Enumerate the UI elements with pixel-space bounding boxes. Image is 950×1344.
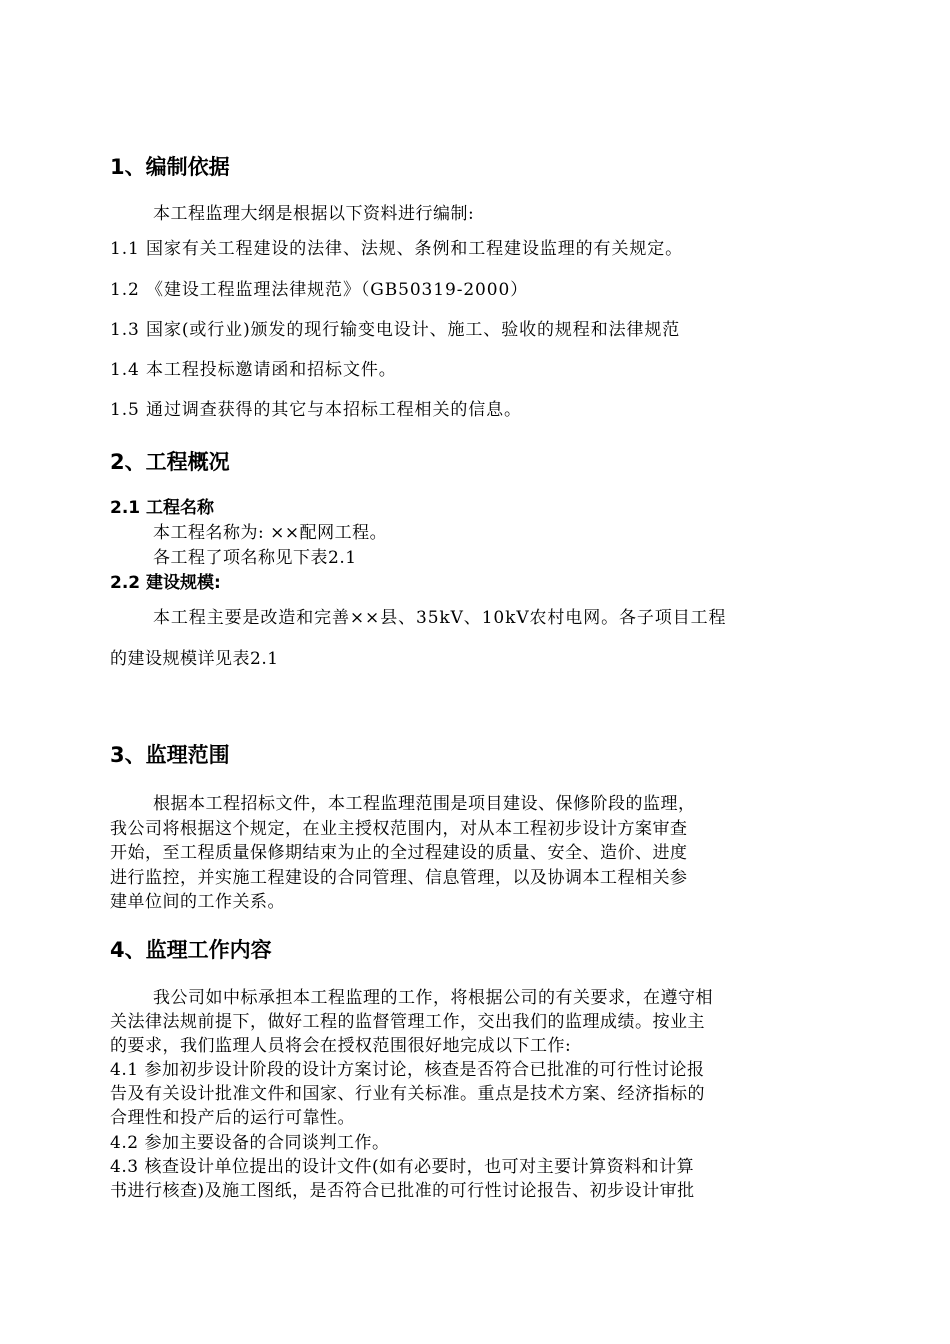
section-4-line: 4.3 核查设计单位提出的设计文件(如有必要时，也可对主要计算资料和计算 bbox=[110, 1157, 695, 1177]
section-3-line: 我公司将根据这个规定，在业主授权范围内，对从本工程初步设计方案审查 bbox=[110, 819, 688, 839]
section-1-item: 1.2 《建设工程监理法律规范》（GB50319-2000） bbox=[110, 280, 529, 300]
section-3-line: 建单位间的工作关系。 bbox=[110, 892, 285, 912]
section-1-intro: 本工程监理大纲是根据以下资料进行编制: bbox=[153, 204, 475, 224]
section-4-line: 4.1 参加初步设计阶段的设计方案讨论，核查是否符合已批准的可行性讨论报 bbox=[110, 1060, 705, 1080]
section-3-line: 开始，至工程质量保修期结束为止的全过程建设的质量、安全、造价、进度 bbox=[110, 843, 688, 863]
section-1-item: 1.3 国家(或行业)颁发的现行输变电设计、施工、验收的规程和法律规范 bbox=[110, 320, 681, 340]
section-4-line: 我公司如中标承担本工程监理的工作，将根据公司的有关要求，在遵守相 bbox=[153, 988, 713, 1008]
subsection-2-2-title: 2.2 建设规模: bbox=[110, 573, 221, 593]
subsection-2-1-line: 本工程名称为: ××配网工程。 bbox=[153, 523, 388, 543]
section-4-heading: 4、监理工作内容 bbox=[110, 938, 272, 962]
section-4-line: 告及有关设计批准文件和国家、行业有关标准。重点是技术方案、经济指标的 bbox=[110, 1084, 705, 1104]
section-1-item: 1.1 国家有关工程建设的法律、法规、条例和工程建设监理的有关规定。 bbox=[110, 239, 684, 259]
section-1-heading: 1、编制依据 bbox=[110, 155, 230, 179]
subsection-2-1-title: 2.1 工程名称 bbox=[110, 498, 215, 518]
section-2-heading: 2、工程概况 bbox=[110, 450, 230, 474]
section-4-line: 4.2 参加主要设备的合同谈判工作。 bbox=[110, 1133, 390, 1153]
section-3-heading: 3、监理范围 bbox=[110, 743, 230, 767]
section-4-line: 的要求，我们监理人员将会在授权范围很好地完成以下工作: bbox=[110, 1036, 572, 1056]
section-4-line: 关法律法规前提下，做好工程的监督管理工作，交出我们的监理成绩。按业主 bbox=[110, 1012, 705, 1032]
section-1-item: 1.5 通过调查获得的其它与本招标工程相关的信息。 bbox=[110, 400, 522, 420]
section-1-item: 1.4 本工程投标邀请函和招标文件。 bbox=[110, 360, 397, 380]
subsection-2-2-line: 本工程主要是改造和完善××县、35kV、10kV农村电网。各子项目工程 bbox=[153, 608, 727, 628]
section-4-line: 合理性和投产后的运行可靠性。 bbox=[110, 1108, 355, 1128]
subsection-2-1-line: 各工程了项名称见下表2.1 bbox=[153, 548, 357, 568]
section-4-line: 书进行核查)及施工图纸，是否符合已批准的可行性讨论报告、初步设计审批 bbox=[110, 1181, 695, 1201]
subsection-2-2-line: 的建设规模详见表2.1 bbox=[110, 649, 279, 669]
section-3-line: 根据本工程招标文件，本工程监理范围是项目建设、保修阶段的监理， bbox=[153, 794, 696, 814]
section-3-line: 进行监控，并实施工程建设的合同管理、信息管理，以及协调本工程相关参 bbox=[110, 868, 688, 888]
